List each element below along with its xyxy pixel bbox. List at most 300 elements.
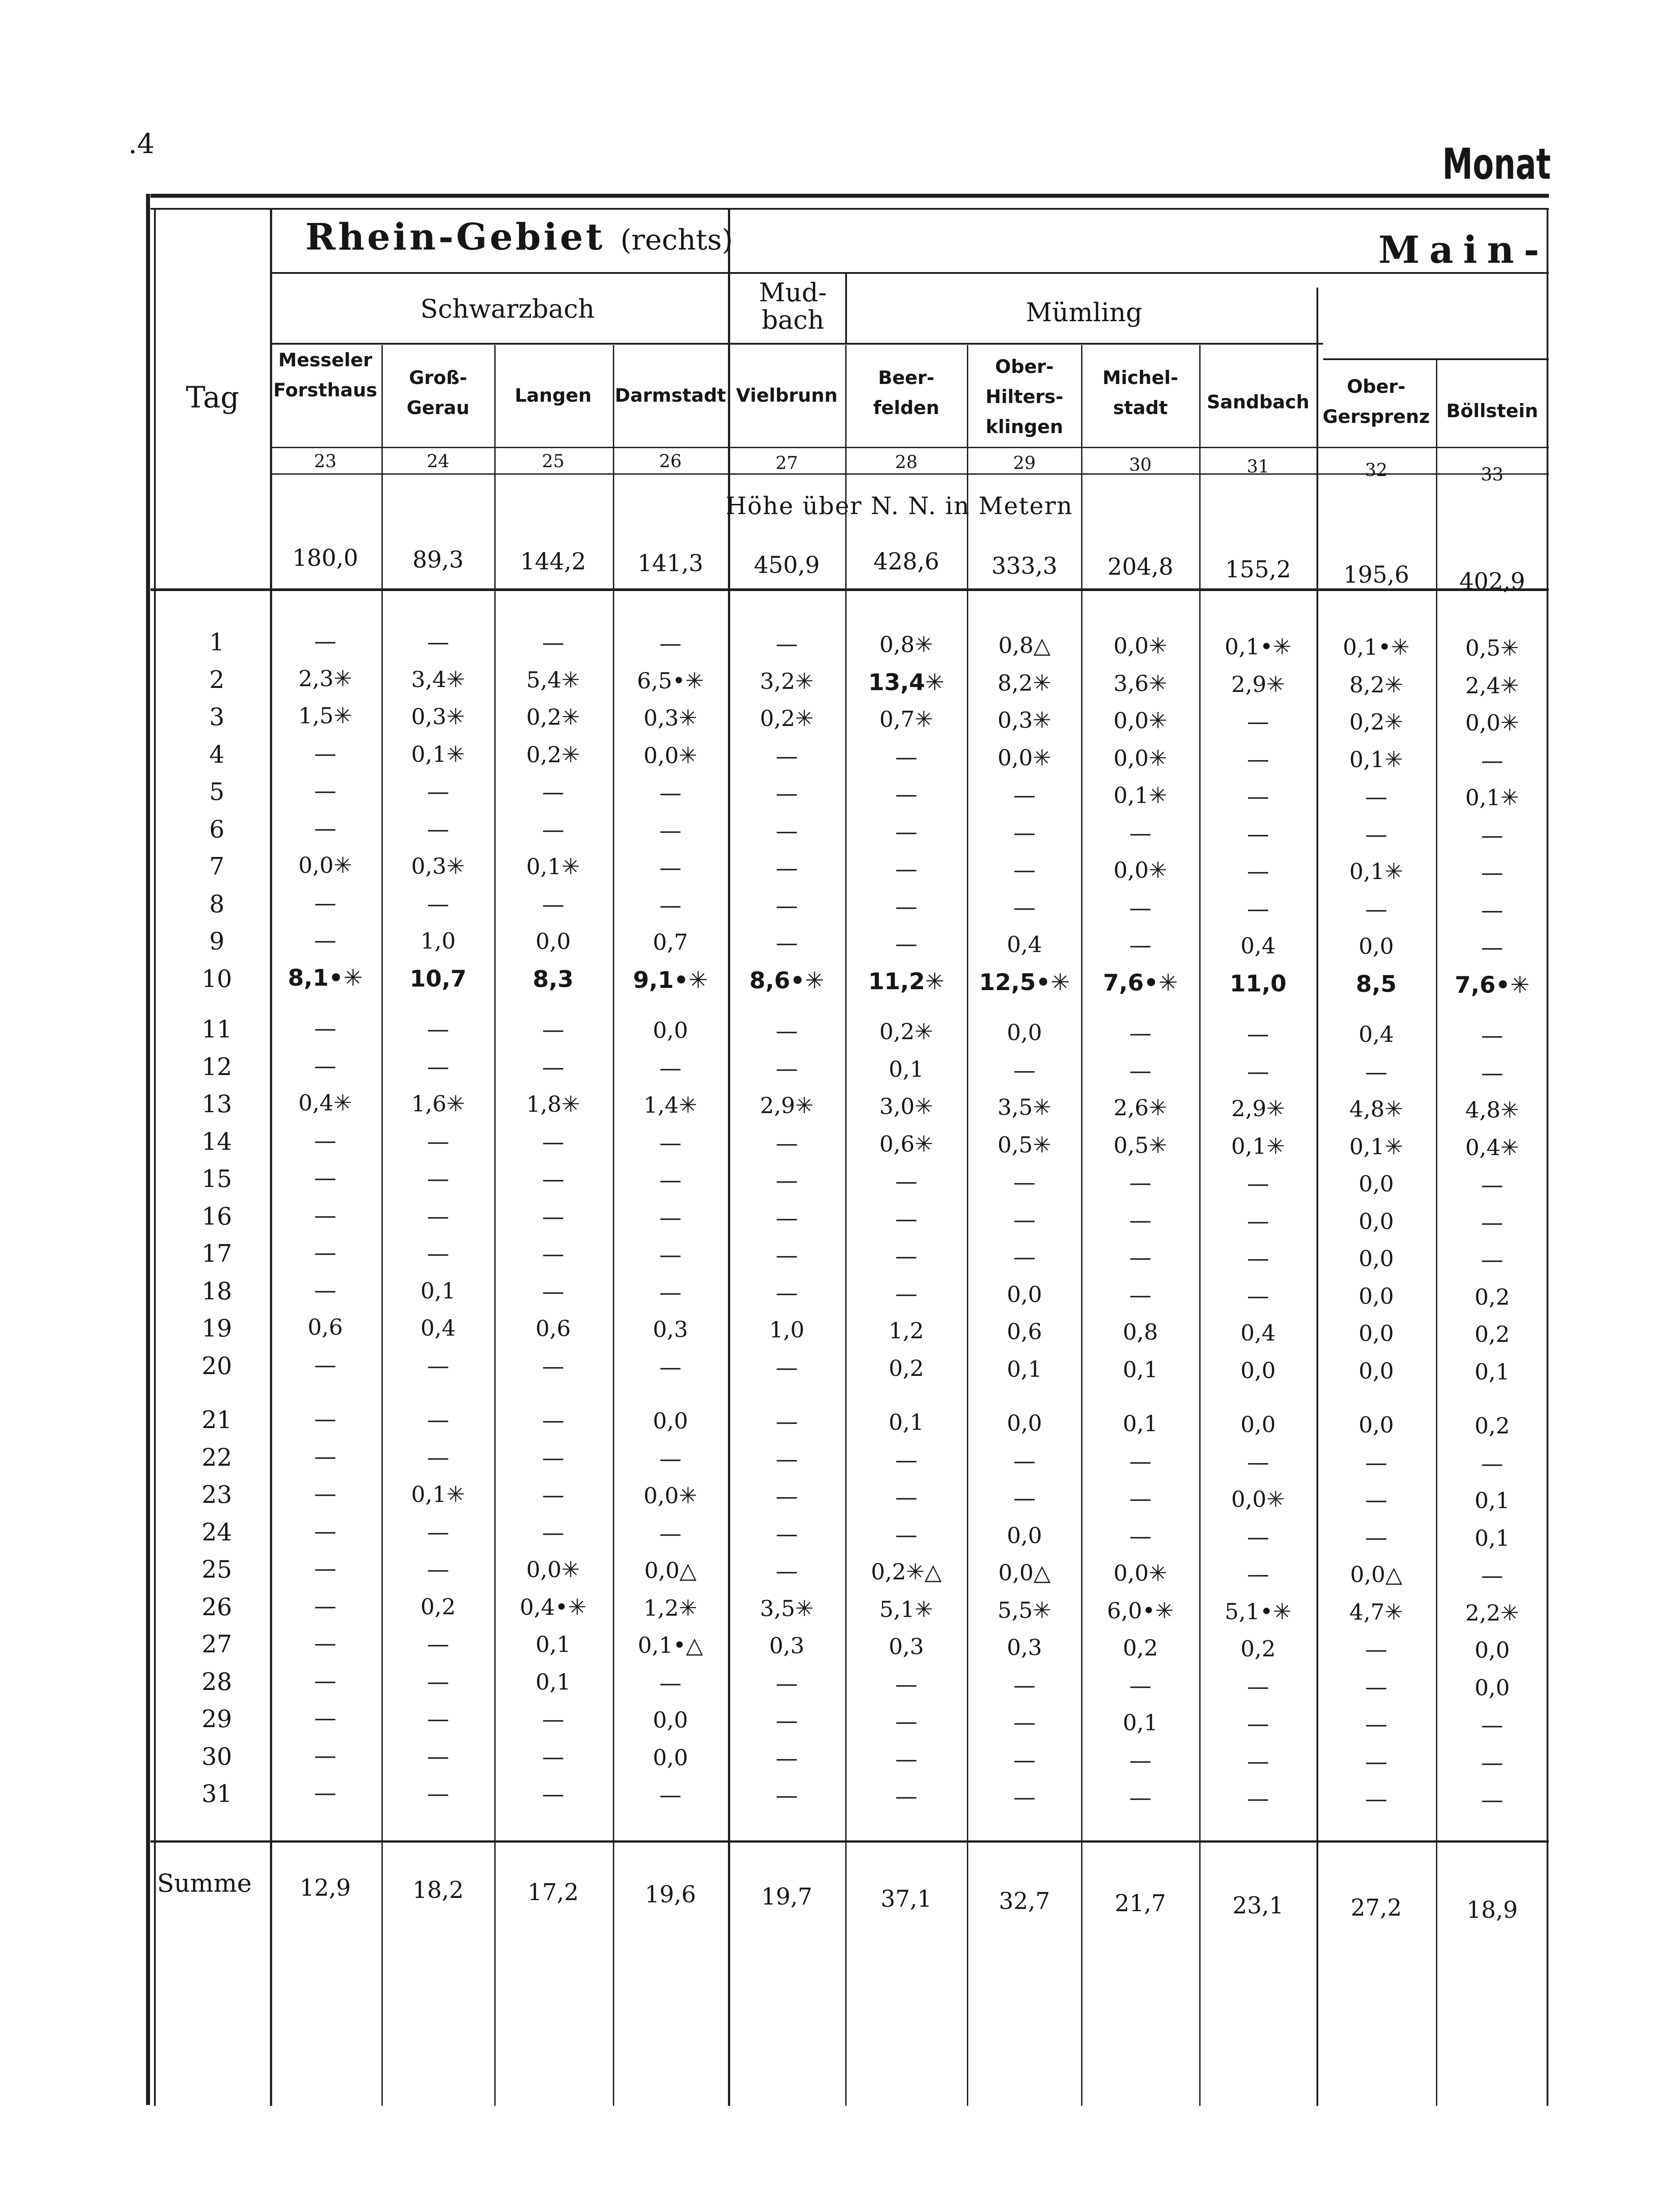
tag-column-rule (270, 208, 272, 2106)
main-region-title: Main- (1378, 228, 1549, 272)
table-cell: — (895, 819, 917, 845)
day-label: 16 (201, 1202, 232, 1230)
table-cell: 0,3✳ (643, 705, 697, 731)
day-label: 9 (209, 927, 225, 955)
table-cell: — (659, 1167, 681, 1193)
table-cell: 0,1 (1123, 1357, 1158, 1382)
col-sep (613, 345, 614, 2106)
table-cell: — (776, 1671, 798, 1696)
table-cell: 8,5 (1355, 971, 1397, 998)
table-cell: 0,4✳ (1465, 1135, 1519, 1160)
table-cell: 0,1 (1474, 1525, 1510, 1551)
table-cell: 0,1 (1123, 1411, 1158, 1436)
table-cell: — (314, 778, 336, 803)
table-cell: — (895, 856, 917, 882)
table-cell: — (1247, 821, 1269, 847)
table-cell: 0,2 (1474, 1284, 1510, 1310)
table-cell: 0,2 (1474, 1321, 1510, 1347)
table-cell: 5,1•✳ (1224, 1599, 1292, 1624)
day-label: 24 (201, 1518, 232, 1546)
table-cell: — (776, 1018, 798, 1044)
table-cell: — (1129, 1282, 1151, 1308)
table-cell: 0,0 (1359, 1171, 1394, 1197)
table-cell: — (1013, 1207, 1035, 1233)
station-height: 402,9 (1459, 568, 1525, 595)
station-name: Ober- Hilters- klingen (985, 356, 1063, 438)
table-cell: — (1247, 746, 1269, 772)
table-cell: — (1365, 1450, 1387, 1475)
station-number: 30 (1129, 455, 1152, 475)
table-cell: 0,1✳ (1349, 859, 1403, 884)
table-cell: 9,1•✳ (633, 967, 708, 994)
table-cell: 0,1•△ (638, 1632, 703, 1658)
table-top-rule (150, 194, 1549, 198)
table-cell: 8,3 (532, 966, 574, 993)
table-cell: — (895, 1484, 917, 1510)
table-cell: 0,4 (1240, 933, 1276, 959)
table-cell: 0,7 (653, 929, 688, 955)
table-cell: — (1129, 1523, 1151, 1549)
table-cell: 2,2✳ (1465, 1600, 1519, 1626)
station-height: 195,6 (1343, 562, 1409, 588)
table-cell: 0,0 (1359, 1246, 1394, 1271)
table-cell: 11,2✳ (868, 968, 944, 995)
table-cell: — (659, 1354, 681, 1380)
table-cell: — (1129, 1486, 1151, 1511)
station-height: 333,3 (991, 553, 1058, 580)
table-cell: 10,7 (409, 966, 467, 992)
table-cell: 0,2✳ (526, 704, 580, 730)
day-label: 26 (201, 1593, 232, 1621)
table-cell: 0,6 (308, 1314, 343, 1340)
table-cell: — (542, 1017, 564, 1042)
table-cell: — (1247, 1059, 1269, 1084)
table-cell: — (1247, 783, 1269, 809)
table-cell: — (659, 1279, 681, 1305)
table-cell: — (1247, 1245, 1269, 1271)
day-label: 2 (209, 666, 225, 694)
sum-value: 18,2 (412, 1877, 464, 1904)
station-name: Messeler Forsthaus (273, 349, 377, 401)
table-cell: — (314, 890, 336, 916)
table-cell: — (1481, 934, 1503, 960)
station-height: 144,2 (520, 549, 586, 575)
table-cell: 0,1✳ (526, 854, 580, 879)
table-cell: — (1481, 822, 1503, 848)
table-cell: 0,1 (1474, 1488, 1510, 1513)
table-cell: 0,2✳△ (871, 1559, 942, 1585)
day-label: 28 (201, 1668, 232, 1696)
table-cell: 0,1 (535, 1632, 571, 1657)
table-cell: 0,8✳ (879, 632, 933, 657)
station-name: Langen (515, 384, 592, 406)
day-label: 17 (201, 1240, 232, 1267)
station-height: 89,3 (412, 547, 464, 573)
table-cell: — (1247, 1786, 1269, 1811)
table-cell: — (1365, 822, 1387, 847)
table-cell: — (542, 779, 564, 805)
table-cell: — (427, 1353, 449, 1379)
table-cell: 6,0•✳ (1107, 1598, 1174, 1624)
table-cell: 0,0✳ (526, 1557, 580, 1582)
table-cell: — (542, 1445, 564, 1471)
table-cell: — (1365, 896, 1387, 922)
table-cell: — (776, 1521, 798, 1547)
table-cell: — (659, 818, 681, 843)
col-sep (1436, 358, 1437, 2106)
table-cell: — (314, 741, 336, 766)
table-cell: 0,0✳ (1113, 708, 1167, 733)
table-cell: — (1013, 820, 1035, 845)
station-number: 25 (542, 451, 565, 472)
table-cell: — (895, 744, 917, 770)
number-row-rule-bottom (272, 473, 1549, 475)
height-caption: Höhe über N. N. in Metern (726, 492, 1073, 520)
table-cell: — (427, 1519, 449, 1545)
table-cell: — (542, 630, 564, 655)
table-cell: — (895, 781, 917, 807)
table-cell: — (314, 1015, 336, 1041)
table-cell: 0,8△ (998, 633, 1051, 658)
table-cell: — (1129, 1020, 1151, 1046)
table-cell: — (1013, 1244, 1035, 1270)
day-label: 6 (209, 815, 225, 843)
table-cell: — (427, 1706, 449, 1732)
table-cell: 0,2✳ (1349, 709, 1403, 735)
station-number: 31 (1247, 457, 1270, 477)
table-cell: 0,1✳ (1465, 785, 1519, 810)
station-name: Vielbrunn (736, 384, 838, 406)
table-cell: — (1481, 1060, 1503, 1086)
table-cell: — (427, 1016, 449, 1042)
table-cell: — (659, 1782, 681, 1808)
table-cell: — (895, 1709, 917, 1734)
table-cell: 1,5✳ (298, 703, 352, 729)
region-subtitle: (rechts) (620, 224, 733, 257)
table-cell: — (427, 779, 449, 804)
table-cell: 2,9✳ (1231, 672, 1285, 697)
table-cell: 0,3✳ (997, 707, 1051, 733)
table-cell: — (1013, 1057, 1035, 1083)
table-cell: — (427, 1743, 449, 1769)
table-cell: — (542, 1166, 564, 1192)
group-row-rule (272, 272, 1549, 274)
table-cell: — (542, 1781, 564, 1807)
table-cell: 0,1 (420, 1278, 456, 1304)
table-cell: 5,4✳ (526, 667, 580, 693)
table-cell: — (895, 1243, 917, 1269)
day-label: 19 (201, 1314, 232, 1342)
table-cell: — (314, 927, 336, 953)
sum-top-rule (150, 1840, 1549, 1843)
table-cell: — (314, 1277, 336, 1303)
table-cell: 0,0✳ (643, 743, 697, 768)
table-cell: 0,1✳ (1349, 747, 1403, 772)
table-cell: — (776, 631, 798, 657)
table-cell: — (659, 630, 681, 656)
col-sep (845, 345, 847, 2106)
table-cell: — (427, 629, 449, 655)
table-cell: — (895, 1206, 917, 1232)
table-cell: 0,6 (535, 1316, 571, 1341)
table-cell: — (895, 894, 917, 919)
table-cell: 0,0 (653, 1018, 688, 1043)
day-label: 18 (201, 1277, 232, 1305)
table-cell: — (314, 1240, 336, 1265)
sum-row-label: Summe (157, 1869, 252, 1898)
table-cell: 0,1✳ (1231, 1133, 1285, 1159)
group-sep-mudbach (845, 272, 847, 343)
day-label: 4 (209, 741, 225, 768)
table-cell: 1,2 (889, 1318, 924, 1344)
table-cell: 1,6✳ (411, 1091, 465, 1117)
table-cell: 0,8 (1123, 1319, 1158, 1345)
table-cell: — (776, 930, 798, 956)
table-cell: 0,0 (653, 1408, 688, 1434)
table-cell: 2,3✳ (298, 666, 352, 691)
region-title: Rhein-Gebiet (rechts) (305, 216, 733, 258)
station-number: 26 (659, 451, 682, 472)
table-cell: 0,2✳ (526, 742, 580, 768)
table-cell: — (895, 931, 917, 956)
day-label: 25 (201, 1555, 232, 1583)
table-cell: — (427, 1129, 449, 1154)
station-height: 141,3 (637, 550, 704, 577)
table-cell: 4,8✳ (1465, 1097, 1519, 1123)
table-cell: 0,0 (1007, 1282, 1042, 1307)
col-sep (967, 345, 968, 2106)
table-cell: 12,5•✳ (979, 969, 1070, 996)
table-cell: — (776, 818, 798, 844)
table-cell: 0,1 (1007, 1356, 1042, 1382)
table-cell: — (776, 1708, 798, 1733)
table-cell: 3,5✳ (760, 1596, 814, 1621)
table-cell: 0,0✳ (1465, 710, 1519, 736)
table-cell: 0,3 (653, 1317, 688, 1342)
table-cell: 0,0✳ (1113, 633, 1167, 659)
table-cell: 0,0 (1007, 1410, 1042, 1436)
table-cell: 0,0 (535, 929, 571, 954)
table-cell: — (314, 1352, 336, 1378)
day-label: 12 (201, 1053, 232, 1081)
table-cell: 6,5•✳ (637, 668, 704, 694)
table-cell: — (895, 1671, 917, 1697)
table-cell: — (1365, 1749, 1387, 1774)
table-cell: — (895, 1783, 917, 1809)
table-cell: 11,0 (1229, 971, 1287, 997)
table-cell: 0,0 (653, 1745, 688, 1770)
table-cell: — (1129, 895, 1151, 921)
table-cell: 0,4 (420, 1315, 456, 1341)
table-cell: 0,3✳ (411, 704, 465, 730)
table-cell: 0,0 (1240, 1358, 1276, 1383)
col-sep (1316, 420, 1318, 2106)
table-cell: — (895, 1281, 917, 1306)
table-cell: 0,3✳ (411, 853, 465, 879)
table-cell: 0,0△ (644, 1558, 697, 1583)
day-label: 23 (201, 1481, 232, 1509)
table-cell: — (1481, 1247, 1503, 1272)
table-cell: — (314, 1481, 336, 1506)
table-cell: — (1365, 1636, 1387, 1662)
table-cell: — (659, 1130, 681, 1156)
table-cell: 0,0 (1359, 933, 1394, 959)
station-name: Ober- Gersprenz (1322, 376, 1430, 427)
table-cell: 0,1 (1123, 1710, 1158, 1736)
table-cell: 0,1 (889, 1409, 924, 1435)
table-cell: — (659, 1205, 681, 1230)
table-cell: — (314, 1743, 336, 1768)
table-cell: 0,5✳ (997, 1132, 1051, 1158)
table-cell: 8,1•✳ (288, 965, 363, 991)
table-cell: — (427, 1407, 449, 1432)
table-cell: — (895, 1746, 917, 1772)
station-number: 24 (427, 451, 450, 472)
table-cell: — (1129, 1785, 1151, 1810)
table-cell: — (1247, 1283, 1269, 1309)
table-cell: 0,1✳ (411, 741, 465, 767)
table-cell: 0,0✳ (997, 745, 1051, 771)
table-cell: — (314, 1165, 336, 1190)
table-cell: — (776, 1483, 798, 1509)
table-cell: — (1013, 1709, 1035, 1735)
table-cell: — (1129, 1747, 1151, 1773)
day-label: 30 (201, 1743, 232, 1770)
table-cell: — (1365, 1487, 1387, 1513)
table-cell: — (542, 1279, 564, 1304)
table-cell: — (427, 1444, 449, 1470)
table-cell: — (659, 1242, 681, 1267)
table-cell: — (1129, 932, 1151, 958)
table-cell: 0,0 (1359, 1321, 1394, 1346)
table-cell: 0,0✳ (298, 853, 352, 878)
station-height: 180,0 (292, 545, 358, 572)
table-cell: 5,5✳ (997, 1598, 1051, 1623)
table-cell: — (1481, 748, 1503, 773)
table-cell: — (1481, 1563, 1503, 1588)
station-number: 28 (895, 452, 918, 472)
table-cell: 0,0✳ (643, 1483, 697, 1509)
table-cell: 0,4 (1240, 1320, 1276, 1346)
table-cell: 0,0 (1474, 1637, 1510, 1663)
table-cell: — (1481, 1750, 1503, 1775)
col-sep (728, 491, 730, 2106)
table-cell: — (1013, 895, 1035, 920)
table-cell: — (1013, 1672, 1035, 1698)
table-cell: 0,0 (1007, 1523, 1042, 1548)
day-label: 10 (201, 965, 232, 993)
day-label: 11 (201, 1015, 232, 1043)
table-cell: — (1481, 1451, 1503, 1476)
table-cell: 1,0 (769, 1317, 804, 1343)
table-cell: — (1247, 1171, 1269, 1196)
table-cell: — (1365, 1786, 1387, 1812)
table-cell: — (1481, 1787, 1503, 1813)
day-label: 1 (209, 628, 225, 656)
table-cell: — (427, 1166, 449, 1191)
table-cell: 2,6✳ (1113, 1095, 1167, 1121)
table-cell: — (1129, 1058, 1151, 1083)
day-label: 22 (201, 1444, 232, 1471)
sum-value: 23,1 (1232, 1893, 1284, 1919)
table-cell: — (542, 1520, 564, 1545)
table-cell: 0,4✳ (298, 1090, 352, 1116)
table-cell: — (1013, 1448, 1035, 1474)
table-cell: 0,0✳ (1113, 745, 1167, 771)
group-title-mudbach: Mud- bach (759, 277, 827, 335)
table-cell: — (314, 1555, 336, 1581)
table-cell: 1,2✳ (643, 1595, 697, 1621)
table-cell: 4,8✳ (1349, 1096, 1403, 1122)
table-cell: — (776, 855, 798, 881)
sum-value: 12,9 (300, 1875, 351, 1901)
table-cell: 2,9✳ (760, 1093, 814, 1118)
table-cell: 0,2 (1474, 1413, 1510, 1439)
table-cell: — (314, 1780, 336, 1805)
sum-value: 32,7 (999, 1888, 1050, 1915)
table-cell: — (1247, 1524, 1269, 1550)
station-name: Michel- stadt (1102, 367, 1178, 419)
table-cell: — (427, 1556, 449, 1582)
table-top-rule-thin (150, 208, 1549, 210)
table-cell: 0,0✳ (1231, 1486, 1285, 1512)
table-cell: 0,2 (420, 1594, 456, 1620)
table-cell: — (776, 1558, 798, 1584)
table-cell: 0,6✳ (879, 1131, 933, 1157)
table-cell: — (895, 1522, 917, 1548)
station-height: 204,8 (1107, 554, 1174, 580)
table-cell: — (314, 1593, 336, 1619)
table-cell: 3,0✳ (879, 1094, 933, 1119)
group-title-muemling: Mümling (1026, 297, 1143, 327)
table-cell: — (1247, 709, 1269, 734)
table-cell: 0,3 (889, 1634, 924, 1659)
table-cell: — (1247, 896, 1269, 922)
table-cell: 0,4 (1359, 1022, 1394, 1047)
table-cell: — (1247, 1561, 1269, 1587)
table-cell: — (776, 1355, 798, 1380)
station-height: 428,6 (873, 549, 939, 575)
col-sep (381, 345, 383, 2106)
table-cell: 0,1 (1474, 1359, 1510, 1385)
table-cell: — (1365, 1674, 1387, 1700)
day-label: 14 (201, 1128, 232, 1156)
table-cell: — (659, 1055, 681, 1081)
table-cell: — (314, 1668, 336, 1694)
number-row-rule (272, 447, 1549, 448)
table-cell: — (427, 1203, 449, 1229)
station-name: Böllstein (1446, 400, 1538, 422)
group-title-schwarzbach: Schwarzbach (420, 294, 595, 324)
table-cell: — (314, 1053, 336, 1079)
station-row-rule-left (272, 343, 1323, 345)
table-cell: 0,1•✳ (1343, 634, 1410, 660)
table-cell: — (542, 1706, 564, 1732)
sum-value: 37,1 (881, 1886, 932, 1912)
table-cell: — (314, 1202, 336, 1228)
col-sep (1547, 208, 1548, 2106)
table-cell: — (542, 891, 564, 917)
table-cell: — (314, 1705, 336, 1731)
sum-value: 27,2 (1351, 1895, 1402, 1921)
table-cell: — (1247, 1208, 1269, 1234)
table-cell: — (542, 1241, 564, 1267)
table-cell: 8,6•✳ (749, 968, 824, 994)
table-cell: — (1129, 820, 1151, 846)
table-cell: — (659, 1446, 681, 1471)
table-cell: 3,2✳ (760, 668, 814, 694)
table-cell: — (542, 1054, 564, 1080)
